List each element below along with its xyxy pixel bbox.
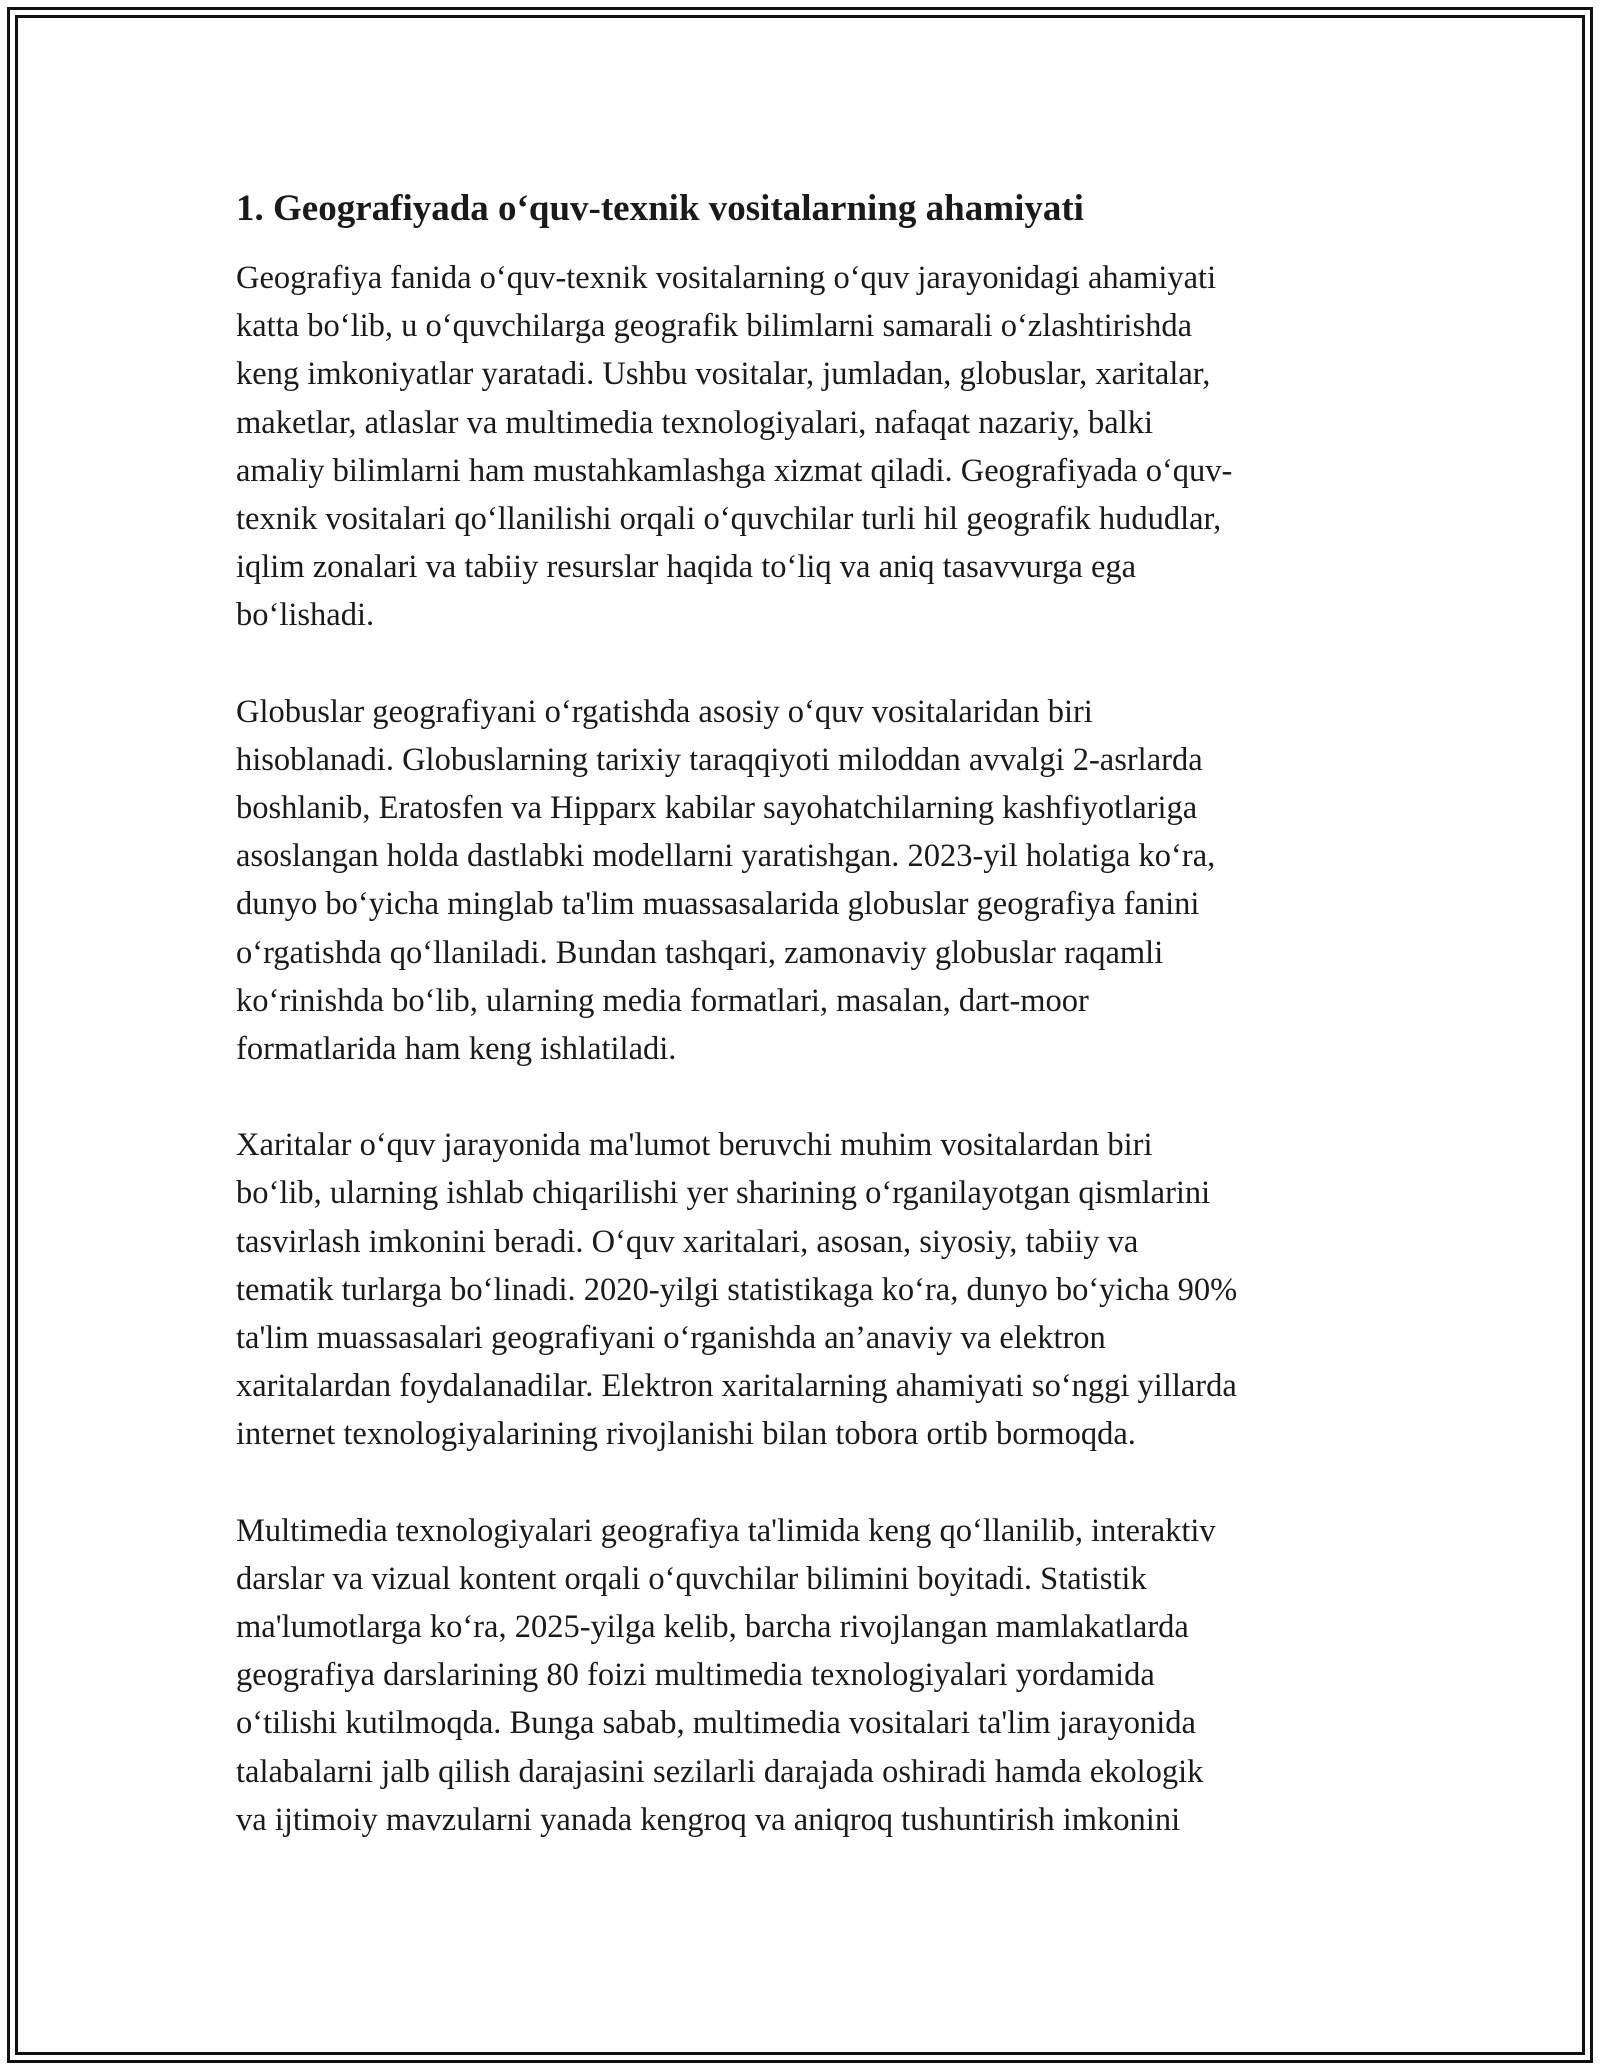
- section-heading: 1. Geografiyada o‘quv-texnik vositalarning ahamiyati: [236, 188, 1084, 229]
- text-line: iqlim zonalari va tabiiy resurslar haqida to‘liq va aniq tasavvurga ega: [236, 549, 1137, 586]
- text-line: formatlarida ham keng ishlatiladi.: [236, 1031, 677, 1068]
- text-line: boshlanib, Eratosfen va Hipparx kabilar sayohatchilarning kashfiyotlariga: [236, 790, 1198, 827]
- text-line: o‘rgatishda qo‘llaniladi. Bundan tashqari, zamonaviy globuslar raqamli: [236, 934, 1164, 971]
- text-line: dunyo bo‘yicha minglab ta'lim muassasalarida globuslar geografiya fanini: [236, 886, 1200, 923]
- text-line: hisoblanadi. Globuslarning tarixiy taraqqiyoti miloddan avvalgi 2-asrlarda: [236, 741, 1203, 778]
- text-line: asoslangan holda dastlabki modellarni yaratishgan. 2023-yil holatiga ko‘ra,: [236, 838, 1216, 875]
- text-line: va ijtimoiy mavzularni yanada kengroq va aniqroq tushuntirish imkonini: [236, 1801, 1181, 1838]
- text-line: talabalarni jalb qilish darajasini sezilarli darajada oshiradi hamda ekologik: [236, 1753, 1204, 1790]
- text-line: xaritalardan foydalanadilar. Elektron xaritalarning ahamiyati so‘nggi yillarda: [236, 1368, 1237, 1405]
- text-line: texnik vositalari qo‘llanilishi orqali o‘quvchilar turli hil geografik hududlar,: [236, 501, 1222, 538]
- paragraph-maps: [236, 1121, 1376, 1458]
- paragraph-globes: [236, 688, 1376, 1074]
- text-line: ma'lumotlarga ko‘ra, 2025-yilga kelib, barcha rivojlangan mamlakatlarda: [236, 1609, 1189, 1646]
- text-line: o‘tilishi kutilmoqda. Bunga sabab, multimedia vositalari ta'lim jarayonida: [236, 1705, 1196, 1742]
- text-line: bo‘lishadi.: [236, 597, 375, 634]
- text-line: katta bo‘lib, u o‘quvchilarga geografik bilimlarni samarali o‘zlashtirishda: [236, 308, 1193, 345]
- text-line: amaliy bilimlarni ham mustahkamlashga xizmat qiladi. Geografiyada o‘quv-: [236, 452, 1233, 489]
- text-line: maketlar, atlaslar va multimedia texnologiyalari, nafaqat nazariy, balki: [236, 404, 1154, 441]
- text-line: darslar va vizual kontent orqali o‘quvchilar bilimini boyitadi. Statistik: [236, 1560, 1147, 1597]
- text-line: bo‘lib, ularning ishlab chiqarilishi yer sharining o‘rganilayotgan qismlarini: [236, 1175, 1211, 1212]
- text-line: geografiya darslarining 80 foizi multimedia texnologiyalari yordamida: [236, 1657, 1155, 1694]
- document-page: [236, 186, 1376, 1892]
- text-line: keng imkoniyatlar yaratadi. Ushbu vositalar, jumladan, globuslar, xaritalar,: [236, 356, 1211, 393]
- text-line: ta'lim muassasalari geografiyani o‘rganishda an’anaviy va elektron: [236, 1320, 1106, 1357]
- text-line: Globuslar geografiyani o‘rgatishda asosiy o‘quv vositalaridan biri: [236, 693, 1093, 730]
- paragraph-intro: [236, 254, 1376, 640]
- paragraph-multimedia: [236, 1507, 1376, 1844]
- text-line: ko‘rinishda bo‘lib, ularning media formatlari, masalan, dart-moor: [236, 982, 1089, 1019]
- text-line: Geografiya fanida o‘quv-texnik vositalarning o‘quv jarayonidagi ahamiyati: [236, 260, 1217, 296]
- text-line: tasvirlash imkonini beradi. O‘quv xaritalari, asosan, siyosiy, tabiiy va: [236, 1223, 1139, 1260]
- text-line: Multimedia texnologiyalari geografiya ta'limida keng qo‘llanilib, interaktiv: [236, 1512, 1216, 1549]
- text-line: Xaritalar o‘quv jarayonida ma'lumot beruvchi muhim vositalardan biri: [236, 1127, 1153, 1164]
- text-line: tematik turlarga bo‘linadi. 2020-yilgi statistikaga ko‘ra, dunyo bo‘yicha 90%: [236, 1271, 1238, 1308]
- text-line: internet texnologiyalarining rivojlanishi bilan tobora ortib bormoqda.: [236, 1416, 1136, 1453]
